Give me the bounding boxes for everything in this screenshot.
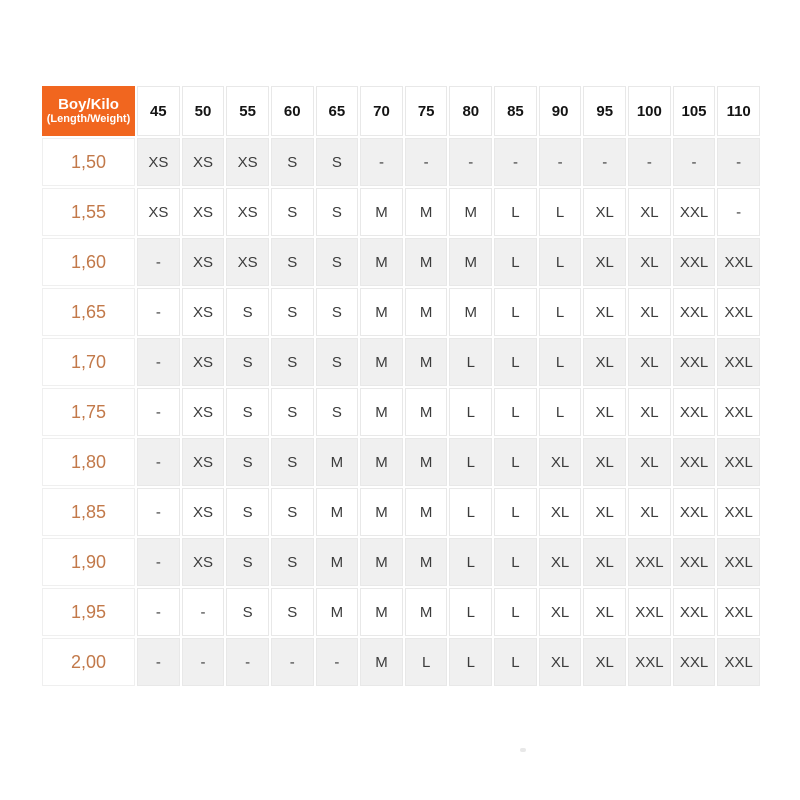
- corner-title: Boy/Kilo: [58, 96, 119, 114]
- size-cell: M: [360, 538, 403, 586]
- size-cell: XL: [583, 238, 626, 286]
- size-cell: L: [494, 488, 537, 536]
- size-cell: XXL: [673, 538, 716, 586]
- size-cell: XS: [182, 138, 225, 186]
- size-cell: XXL: [717, 438, 760, 486]
- size-cell: -: [583, 138, 626, 186]
- size-cell: XL: [628, 338, 671, 386]
- size-cell: -: [137, 438, 180, 486]
- size-cell: XXL: [673, 288, 716, 336]
- size-cell: M: [449, 288, 492, 336]
- table-row: [42, 538, 760, 586]
- size-cell: M: [316, 588, 359, 636]
- table-row: [42, 488, 760, 536]
- size-cell: M: [360, 438, 403, 486]
- size-cell: L: [449, 638, 492, 686]
- size-cell: XXL: [717, 338, 760, 386]
- row-label-height: 1,50: [42, 138, 135, 186]
- corner-header-cell: [42, 86, 135, 136]
- column-header-weight: 55: [226, 86, 269, 136]
- size-cell: XXL: [673, 338, 716, 386]
- size-cell: M: [449, 238, 492, 286]
- size-cell: XS: [182, 438, 225, 486]
- size-cell: L: [494, 288, 537, 336]
- size-cell: M: [360, 388, 403, 436]
- size-cell: L: [449, 338, 492, 386]
- size-cell: XXL: [673, 588, 716, 636]
- size-cell: L: [494, 338, 537, 386]
- size-cell: XL: [628, 388, 671, 436]
- size-cell: XXL: [673, 638, 716, 686]
- size-cell: XL: [628, 238, 671, 286]
- size-cell: -: [137, 338, 180, 386]
- size-cell: L: [449, 488, 492, 536]
- size-cell: -: [137, 488, 180, 536]
- size-cell: L: [405, 638, 448, 686]
- size-cell: XL: [539, 588, 582, 636]
- size-cell: S: [271, 388, 314, 436]
- size-cell: XXL: [628, 538, 671, 586]
- size-cell: M: [405, 438, 448, 486]
- size-cell: L: [494, 438, 537, 486]
- size-cell: -: [717, 138, 760, 186]
- size-cell: M: [360, 188, 403, 236]
- size-cell: M: [405, 588, 448, 636]
- size-cell: S: [316, 238, 359, 286]
- size-cell: XXL: [673, 238, 716, 286]
- row-label-height: 2,00: [42, 638, 135, 686]
- size-cell: XL: [583, 538, 626, 586]
- size-cell: S: [226, 388, 269, 436]
- size-cell: S: [271, 488, 314, 536]
- row-label-height: 1,90: [42, 538, 135, 586]
- size-cell: XXL: [717, 488, 760, 536]
- size-cell: XL: [583, 588, 626, 636]
- size-cell: M: [360, 638, 403, 686]
- size-cell: -: [137, 638, 180, 686]
- size-cell: -: [539, 138, 582, 186]
- size-cell: XL: [583, 388, 626, 436]
- corner-subtitle: (Length/Weight): [46, 113, 131, 126]
- column-header-weight: 100: [628, 86, 671, 136]
- size-cell: S: [271, 438, 314, 486]
- size-cell: S: [226, 438, 269, 486]
- size-cell: XXL: [717, 588, 760, 636]
- column-header-weight: 80: [449, 86, 492, 136]
- size-cell: L: [494, 538, 537, 586]
- size-cell: M: [405, 488, 448, 536]
- size-cell: -: [449, 138, 492, 186]
- size-cell: XXL: [717, 538, 760, 586]
- size-cell: L: [494, 238, 537, 286]
- size-cell: S: [316, 338, 359, 386]
- size-cell: XS: [182, 188, 225, 236]
- size-cell: XL: [628, 488, 671, 536]
- size-cell: M: [316, 438, 359, 486]
- size-cell: M: [360, 488, 403, 536]
- size-cell: L: [539, 188, 582, 236]
- size-cell: M: [316, 538, 359, 586]
- size-cell: -: [673, 138, 716, 186]
- size-cell: XS: [182, 388, 225, 436]
- size-cell: L: [539, 338, 582, 386]
- size-cell: -: [182, 588, 225, 636]
- size-cell: -: [271, 638, 314, 686]
- table-row: [42, 238, 760, 286]
- size-cell: XL: [539, 438, 582, 486]
- size-cell: XS: [226, 238, 269, 286]
- size-cell: XS: [182, 338, 225, 386]
- size-cell: S: [271, 538, 314, 586]
- size-cell: L: [539, 288, 582, 336]
- row-label-height: 1,95: [42, 588, 135, 636]
- column-header-weight: 50: [182, 86, 225, 136]
- size-cell: S: [271, 188, 314, 236]
- size-cell: XL: [539, 538, 582, 586]
- size-cell: M: [449, 188, 492, 236]
- size-cell: S: [271, 238, 314, 286]
- row-label-height: 1,80: [42, 438, 135, 486]
- size-cell: -: [717, 188, 760, 236]
- size-cell: L: [449, 588, 492, 636]
- size-cell: S: [226, 588, 269, 636]
- size-cell: S: [271, 288, 314, 336]
- size-cell: -: [137, 238, 180, 286]
- column-header-weight: 75: [405, 86, 448, 136]
- column-header-weight: 65: [316, 86, 359, 136]
- size-cell: XL: [628, 438, 671, 486]
- size-cell: XL: [583, 188, 626, 236]
- size-cell: XXL: [673, 188, 716, 236]
- size-cell: L: [494, 588, 537, 636]
- size-cell: -: [226, 638, 269, 686]
- size-cell: S: [316, 288, 359, 336]
- size-cell: -: [137, 388, 180, 436]
- table-row: [42, 188, 760, 236]
- size-cell: M: [316, 488, 359, 536]
- size-cell: S: [226, 338, 269, 386]
- size-cell: -: [494, 138, 537, 186]
- size-cell: XXL: [673, 438, 716, 486]
- size-cell: M: [360, 338, 403, 386]
- size-cell: S: [226, 538, 269, 586]
- row-label-height: 1,70: [42, 338, 135, 386]
- size-cell: M: [405, 238, 448, 286]
- size-cell: XS: [137, 138, 180, 186]
- size-cell: M: [405, 338, 448, 386]
- size-cell: XL: [628, 288, 671, 336]
- row-label-height: 1,65: [42, 288, 135, 336]
- size-cell: S: [316, 388, 359, 436]
- row-label-height: 1,60: [42, 238, 135, 286]
- size-cell: XL: [583, 638, 626, 686]
- size-cell: XS: [182, 488, 225, 536]
- size-cell: S: [226, 488, 269, 536]
- column-header-weight: 60: [271, 86, 314, 136]
- size-cell: L: [539, 388, 582, 436]
- row-label-height: 1,75: [42, 388, 135, 436]
- size-cell: XL: [583, 338, 626, 386]
- size-cell: L: [449, 538, 492, 586]
- size-cell: -: [137, 538, 180, 586]
- size-cell: S: [271, 588, 314, 636]
- column-header-weight: 95: [583, 86, 626, 136]
- size-cell: -: [360, 138, 403, 186]
- size-cell: XL: [628, 188, 671, 236]
- size-cell: M: [360, 238, 403, 286]
- table-row: [42, 288, 760, 336]
- size-cell: XS: [226, 188, 269, 236]
- column-header-weight: 85: [494, 86, 537, 136]
- header-row: [42, 86, 760, 136]
- size-cell: XXL: [717, 638, 760, 686]
- size-cell: XXL: [717, 288, 760, 336]
- column-header-weight: 90: [539, 86, 582, 136]
- column-header-weight: 110: [717, 86, 760, 136]
- size-cell: XL: [539, 638, 582, 686]
- row-label-height: 1,85: [42, 488, 135, 536]
- size-cell: S: [226, 288, 269, 336]
- size-cell: XS: [182, 238, 225, 286]
- size-cell: XXL: [717, 238, 760, 286]
- size-cell: M: [360, 288, 403, 336]
- size-cell: XL: [583, 488, 626, 536]
- size-cell: L: [494, 388, 537, 436]
- size-cell: XXL: [673, 388, 716, 436]
- size-cell: -: [316, 638, 359, 686]
- size-chart-container: [40, 84, 762, 688]
- size-cell: L: [494, 188, 537, 236]
- size-cell: XL: [583, 438, 626, 486]
- size-cell: L: [539, 238, 582, 286]
- size-cell: XS: [182, 538, 225, 586]
- size-cell: XL: [583, 288, 626, 336]
- column-header-weight: 45: [137, 86, 180, 136]
- table-row: [42, 588, 760, 636]
- size-cell: L: [494, 638, 537, 686]
- column-header-weight: 105: [673, 86, 716, 136]
- size-cell: S: [316, 188, 359, 236]
- size-cell: -: [137, 588, 180, 636]
- size-cell: XXL: [628, 588, 671, 636]
- size-cell: M: [405, 288, 448, 336]
- size-cell: -: [137, 288, 180, 336]
- size-cell: XS: [226, 138, 269, 186]
- size-cell: XS: [137, 188, 180, 236]
- size-cell: M: [360, 588, 403, 636]
- row-label-height: 1,55: [42, 188, 135, 236]
- size-cell: M: [405, 388, 448, 436]
- size-chart-table: [40, 84, 762, 688]
- size-cell: S: [271, 138, 314, 186]
- size-cell: XXL: [673, 488, 716, 536]
- size-cell: XXL: [628, 638, 671, 686]
- size-cell: XS: [182, 288, 225, 336]
- size-cell: S: [271, 338, 314, 386]
- size-cell: L: [449, 388, 492, 436]
- size-cell: -: [628, 138, 671, 186]
- table-row: [42, 638, 760, 686]
- size-cell: -: [405, 138, 448, 186]
- size-cell: M: [405, 188, 448, 236]
- table-row: [42, 388, 760, 436]
- size-cell: S: [316, 138, 359, 186]
- table-row: [42, 338, 760, 386]
- table-row: [42, 138, 760, 186]
- size-cell: L: [449, 438, 492, 486]
- watermark-dot: [520, 748, 526, 752]
- size-cell: -: [182, 638, 225, 686]
- size-cell: XXL: [717, 388, 760, 436]
- size-cell: XL: [539, 488, 582, 536]
- size-cell: M: [405, 538, 448, 586]
- table-row: [42, 438, 760, 486]
- column-header-weight: 70: [360, 86, 403, 136]
